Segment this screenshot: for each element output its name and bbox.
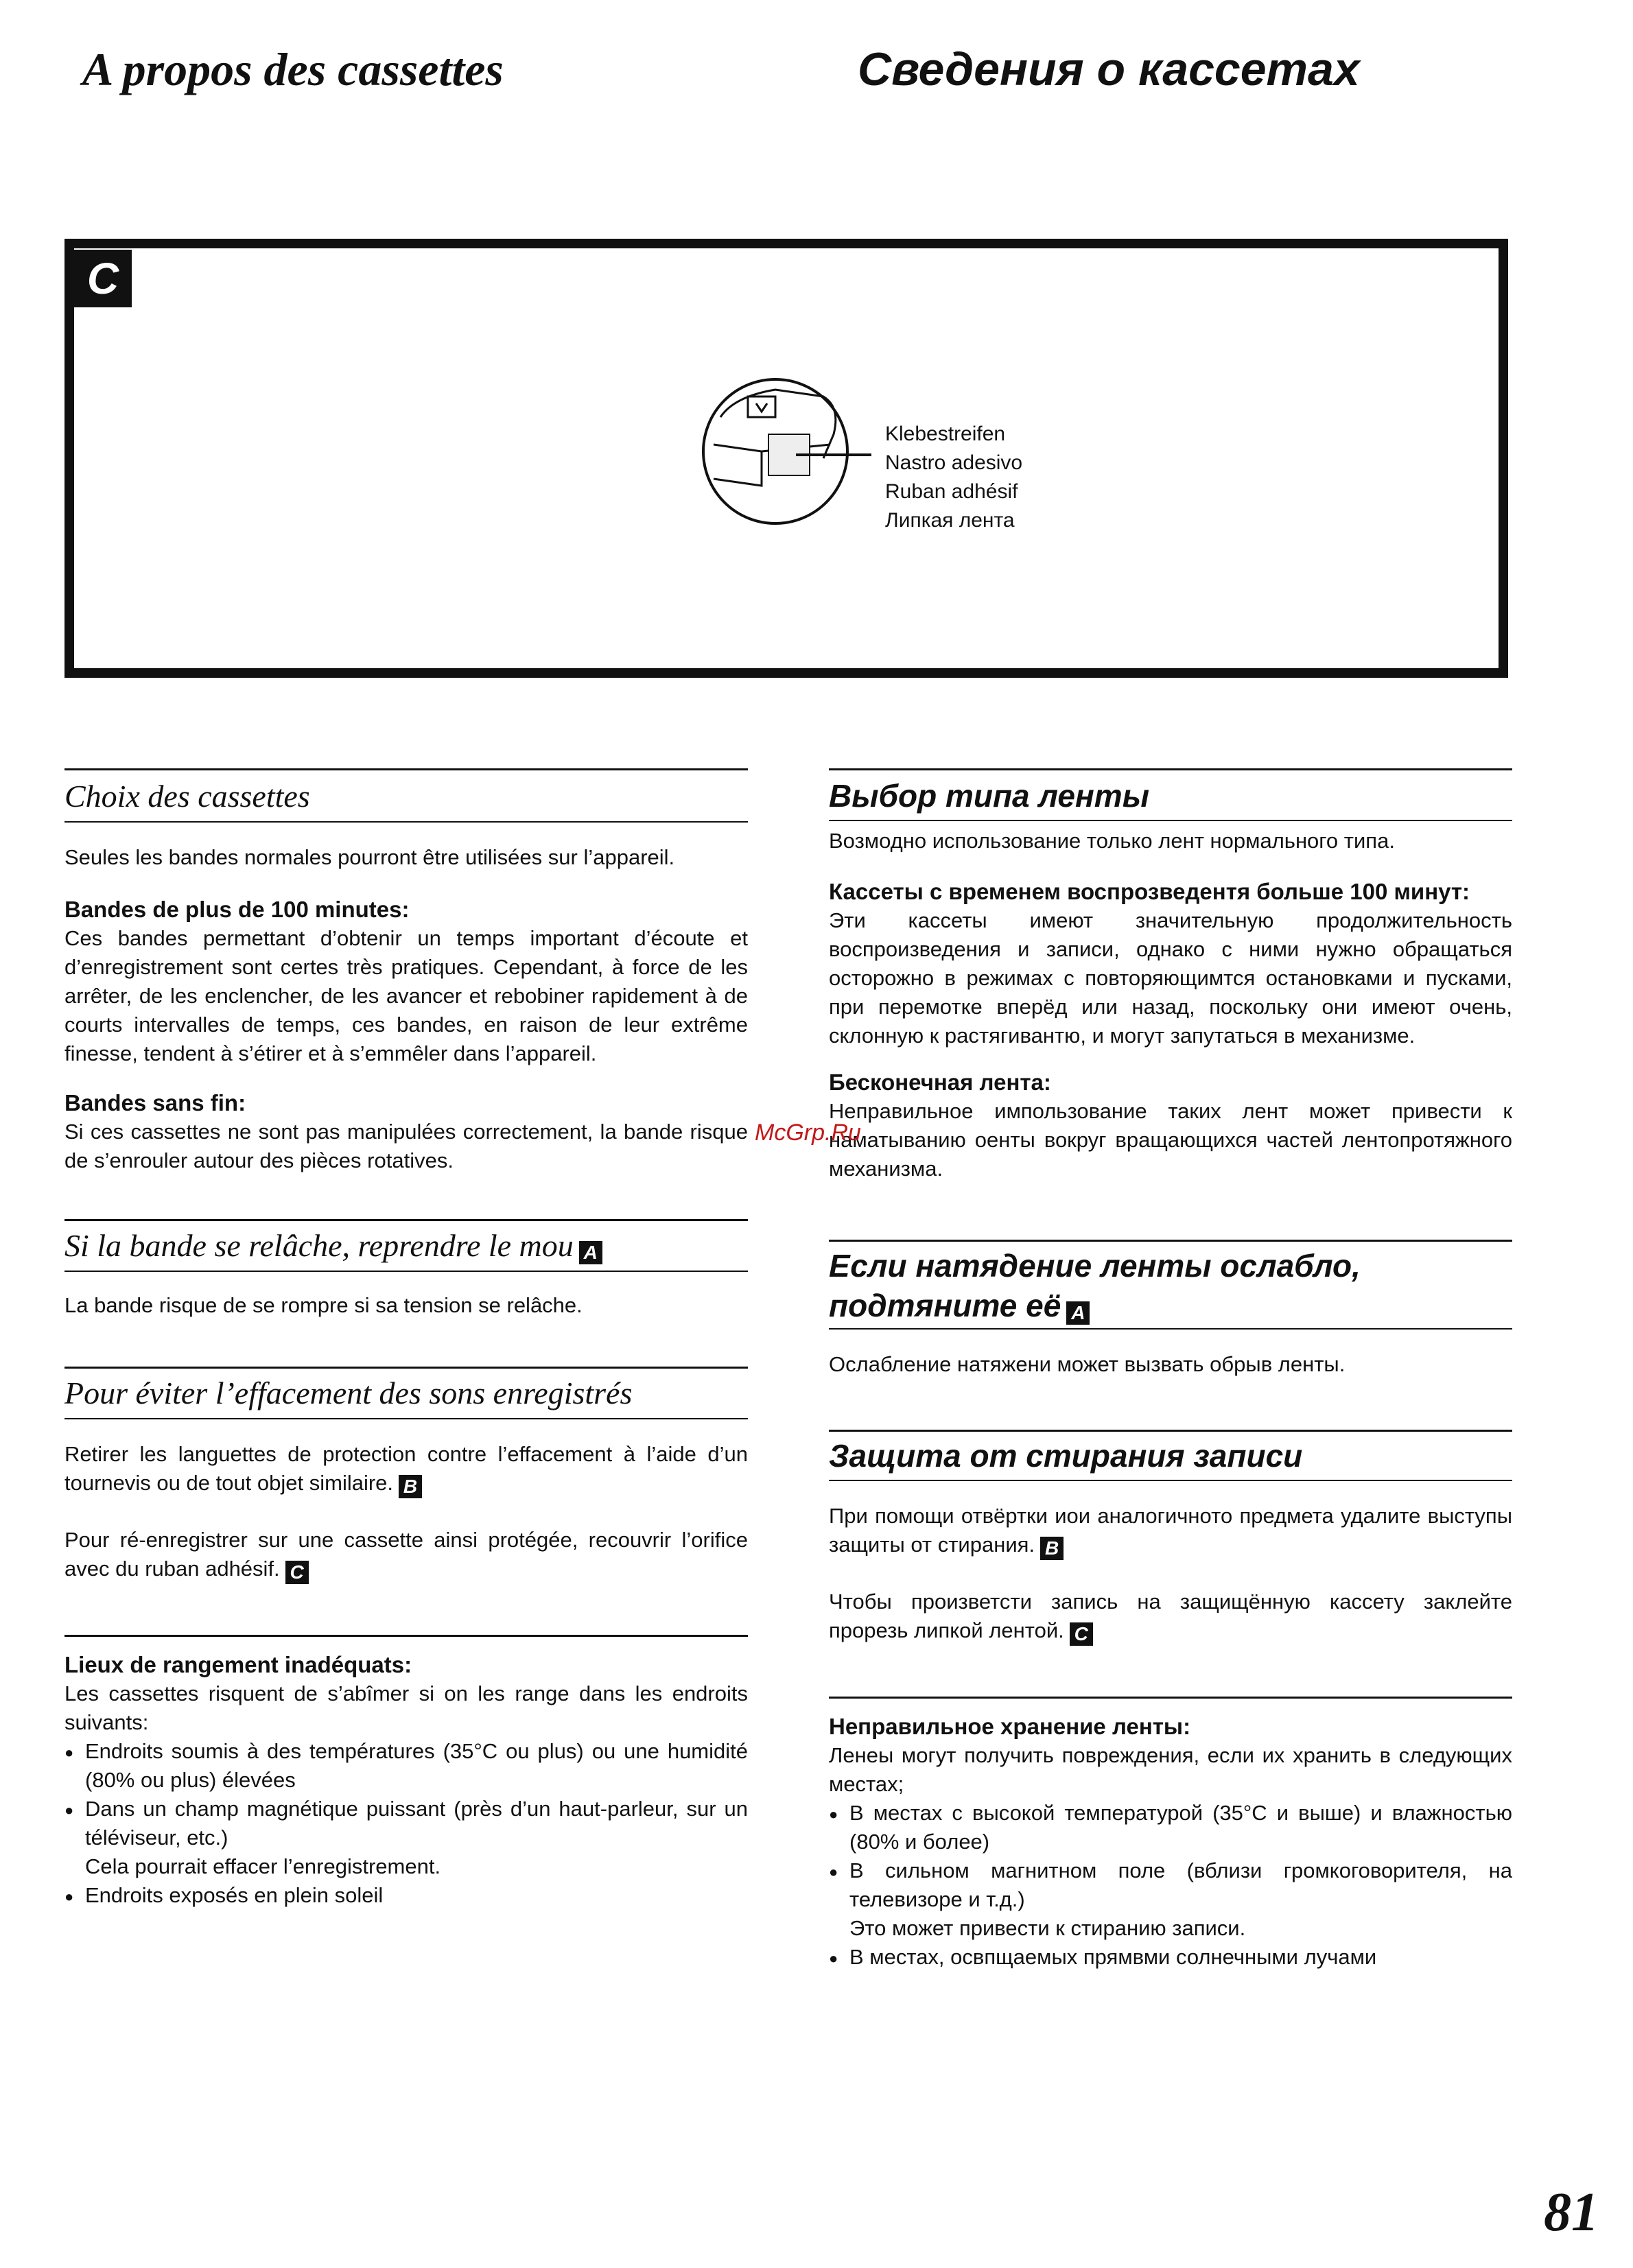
column-ru [829, 768, 1512, 1972]
list-item: ● Endroits exposés en plein soleil [64, 1881, 748, 1910]
paragraph: Ces bandes permettant d’obtenir un temps important d’écoute et d’enregistrement sont certes très pratiques. Cependant, à force de les arrêter, de les enclencher, de les avancer et rebobiner rapidement à de courts intervalles de temps, ces bandes, en raison de leur extrême finesse, tendent à s’étirer et à s’emmêler dans l’appareil. [64, 926, 748, 1065]
section-title: Choix des cassettes [64, 779, 310, 814]
divider [829, 1240, 1512, 1242]
subheading: Bandes sans fin: [64, 1090, 246, 1115]
divider [64, 821, 748, 823]
paragraph: Ослабление натяжени может вызвать обрыв ленты. [829, 1352, 1346, 1376]
figure-labels [885, 420, 1022, 535]
section-title-text: Si la bande se relâche, reprendre le mou [64, 1228, 574, 1263]
divider [64, 1418, 748, 1419]
divider [829, 1430, 1512, 1432]
subheading: Кассеты с временем воспрозведентя больше 100 минут: [829, 879, 1470, 904]
page-number: 81 [1544, 2182, 1599, 2243]
figure-ref-badge: C [285, 1561, 309, 1584]
paragraph: Неправильное импользование таких лент может привести к наматыванию оенты вокруг вращающихся частей лентопротяжного механизма. [829, 1099, 1512, 1181]
divider [64, 1271, 748, 1272]
list-item-text: В сильном магнитном поле (вблизи громкоговорителя, на телевизоре и т.д.) [849, 1858, 1512, 1911]
paragraph: Возмодно использование только лент нормального типа. [829, 829, 1395, 853]
paragraph-text: При помощи отвёртки иои аналогичното предмета удалите выступы защиты от стирания. [829, 1504, 1512, 1557]
page-title-ru: Сведения о кассетах [858, 43, 1360, 95]
section-title-line [829, 1286, 1512, 1325]
paragraph: Seules les bandes normales pourront être utilisées sur l’appareil. [64, 845, 675, 869]
paragraph: Si ces cassettes ne sont pas manipulées correctement, la bande risque de s’enrouler autour des pièces rotatives. [64, 1120, 748, 1172]
subheading: Бесконечная лента: [829, 1070, 1051, 1095]
section-title [829, 1246, 1512, 1325]
figure-ref-badge: A [579, 1241, 602, 1264]
subheading: Lieux de rangement inadéquats: [64, 1652, 412, 1677]
section-title: Выбор типа ленты [829, 778, 1149, 814]
paragraph: Ленеы могут получить повреждения, если их хранить в следующих местах; [829, 1743, 1512, 1796]
bullet-list [64, 1737, 748, 1910]
divider [829, 768, 1512, 770]
list-item [829, 1856, 1512, 1943]
list-item-note: Это может привести к стиранию записи. [849, 1916, 1246, 1940]
paragraph-text: Retirer les languettes de protection contre l’effacement à l’aide d’un tournevis ou de tout objet similaire. [64, 1442, 748, 1495]
list-item-text: Dans un champ magnétique puissant (près d’un haut-parleur, sur un téléviseur, etc.) [85, 1797, 748, 1850]
subheading: Bandes de plus de 100 minutes: [64, 897, 410, 922]
section-title-text: подтяните её [829, 1288, 1061, 1323]
paragraph [64, 1526, 748, 1584]
list-item-note: Cela pourrait effacer l’enregistrement. [85, 1854, 441, 1878]
watermark: McGrp.Ru [755, 1120, 861, 1146]
label-de: Klebestreifen [885, 423, 1006, 445]
figure-ref-badge: A [1066, 1301, 1090, 1325]
divider [829, 820, 1512, 821]
list-item: ● Endroits soumis à des températures (35°C ou plus) ou une humidité (80% ou plus) élevées [64, 1737, 748, 1795]
divider [829, 1480, 1512, 1481]
divider [829, 1697, 1512, 1699]
paragraph [829, 1502, 1512, 1560]
figure-badge: C [74, 250, 132, 307]
column-fr [64, 768, 748, 1910]
bullet-list [829, 1799, 1512, 1972]
section-title: Защита от стирания записи [829, 1438, 1303, 1474]
figure-ref-badge: B [1040, 1537, 1064, 1560]
page-title-fr: A propos des cassettes [82, 43, 504, 95]
label-it: Nastro adesivo [885, 451, 1023, 474]
paragraph: La bande risque de se rompre si sa tension se relâche. [64, 1293, 583, 1317]
label-ru: Липкая лента [885, 509, 1015, 532]
figure-ref-badge: B [399, 1475, 422, 1498]
list-item: ● В местах с высокой температурой (35°C и выше) и влажностью (80% и более) [829, 1799, 1512, 1856]
divider [829, 1328, 1512, 1330]
divider [64, 1219, 748, 1221]
subheading: Неправильное хранение ленты: [829, 1714, 1191, 1739]
section-title [64, 1225, 748, 1266]
paragraph-text: Pour ré-enregistrer sur une cassette ainsi protégée, recouvrir l’orifice avec du ruban adhésif. [64, 1528, 748, 1581]
cassette-tape-illustration [693, 369, 871, 534]
paragraph: Les cassettes risquent de s’abîmer si on les range dans les endroits suivants: [64, 1681, 748, 1734]
paragraph: Эти кассеты имеют значительную продолжительность воспроизведения и записи, однако с ними нужно обращаться осторожно в режимах с повторяющимтся остановками и пусками, при перемотке вперёд или назад, поскольку они имеют очень, склонную к растягивантю, и могут запутаться в механизме. [829, 908, 1512, 1048]
section-title-line: Если натядение ленты ослабло, [829, 1248, 1361, 1284]
label-fr: Ruban adhésif [885, 480, 1018, 503]
divider [64, 1367, 748, 1369]
list-item [64, 1795, 748, 1881]
section-title: Pour éviter l’effacement des sons enregistrés [64, 1375, 633, 1410]
paragraph [829, 1587, 1512, 1646]
figure-ref-badge: C [1070, 1622, 1093, 1646]
list-item: ● В местах, освпщаемых прямвми солнечными лучами [829, 1943, 1512, 1972]
paragraph [64, 1440, 748, 1498]
divider [64, 1635, 748, 1637]
paragraph-text: Чтобы произветсти запись на защищённую кассету заклейте прорезь липкой лентой. [829, 1590, 1512, 1642]
divider [64, 768, 748, 770]
